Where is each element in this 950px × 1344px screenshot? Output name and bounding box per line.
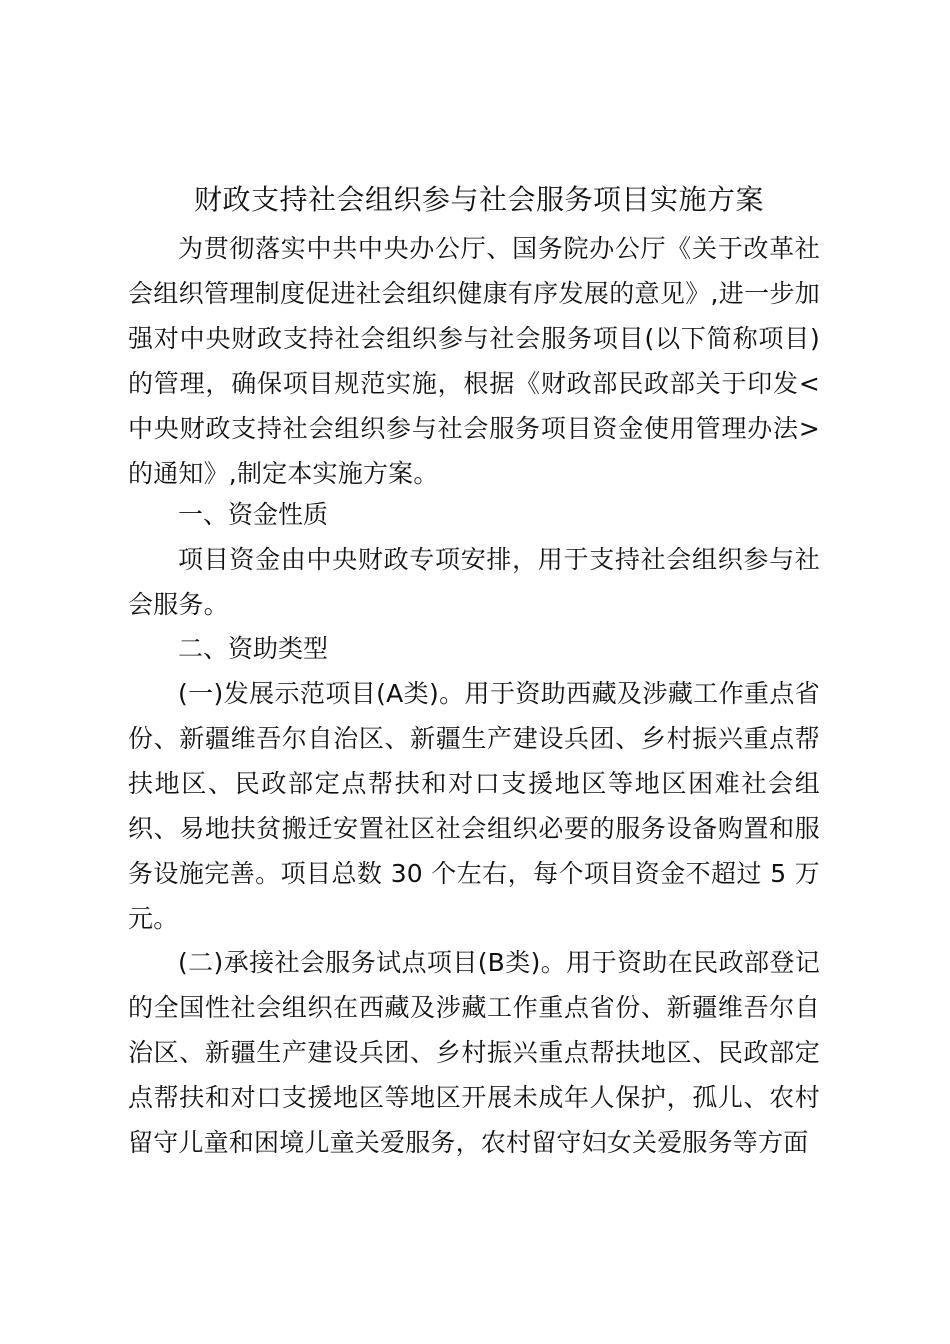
document-title: 财政支持社会组织参与社会服务项目实施方案 bbox=[193, 183, 764, 216]
funding-type-b-paragraph: (二)承接社会服务试点项目(B类)。用于资助在民政部登记的全国性社会组织在西藏及涉藏工作重点省份、新疆维吾尔自治区、新疆生产建设兵团、乡村振兴重点帮扶地区、民政部定点帮扶和对口支援地区等地区开展未成年人保护，孤儿、农村留守儿童和困境儿童关爱服务，农村留守妇女关爱服务等方面 bbox=[128, 948, 820, 1157]
intro-paragraph: 为贯彻落实中共中央办公厅、国务院办公厅《关于改革社会组织管理制度促进社会组织健康有序发展的意见》,进一步加强对中央财政支持社会组织参与社会服务项目(以下简称项目)的管理，确保项目规范实施，根据《财政部民政部关于印发<中央财政支持社会组织参与社会服务项目资金使用管理办法>的通知》,制定本实施方案。 bbox=[128, 234, 820, 488]
funding-type-a-paragraph: (一)发展示范项目(A类)。用于资助西藏及涉藏工作重点省份、新疆维吾尔自治区、新疆生产建设兵团、乡村振兴重点帮扶地区、民政部定点帮扶和对口支援地区等地区困难社会组织、易地扶贫搬迁安置社区社会组织必要的服务设备购置和服务设施完善。项目总数 30 个左右，每个项目资金不超过 5 万元。 bbox=[128, 679, 820, 933]
section-body-fund-nature: 项目资金由中央财政专项安排，用于支持社会组织参与社会服务。 bbox=[128, 545, 820, 619]
section-heading-fund-nature: 一、资金性质 bbox=[178, 500, 329, 529]
section-heading-funding-types: 二、资助类型 bbox=[178, 634, 329, 663]
